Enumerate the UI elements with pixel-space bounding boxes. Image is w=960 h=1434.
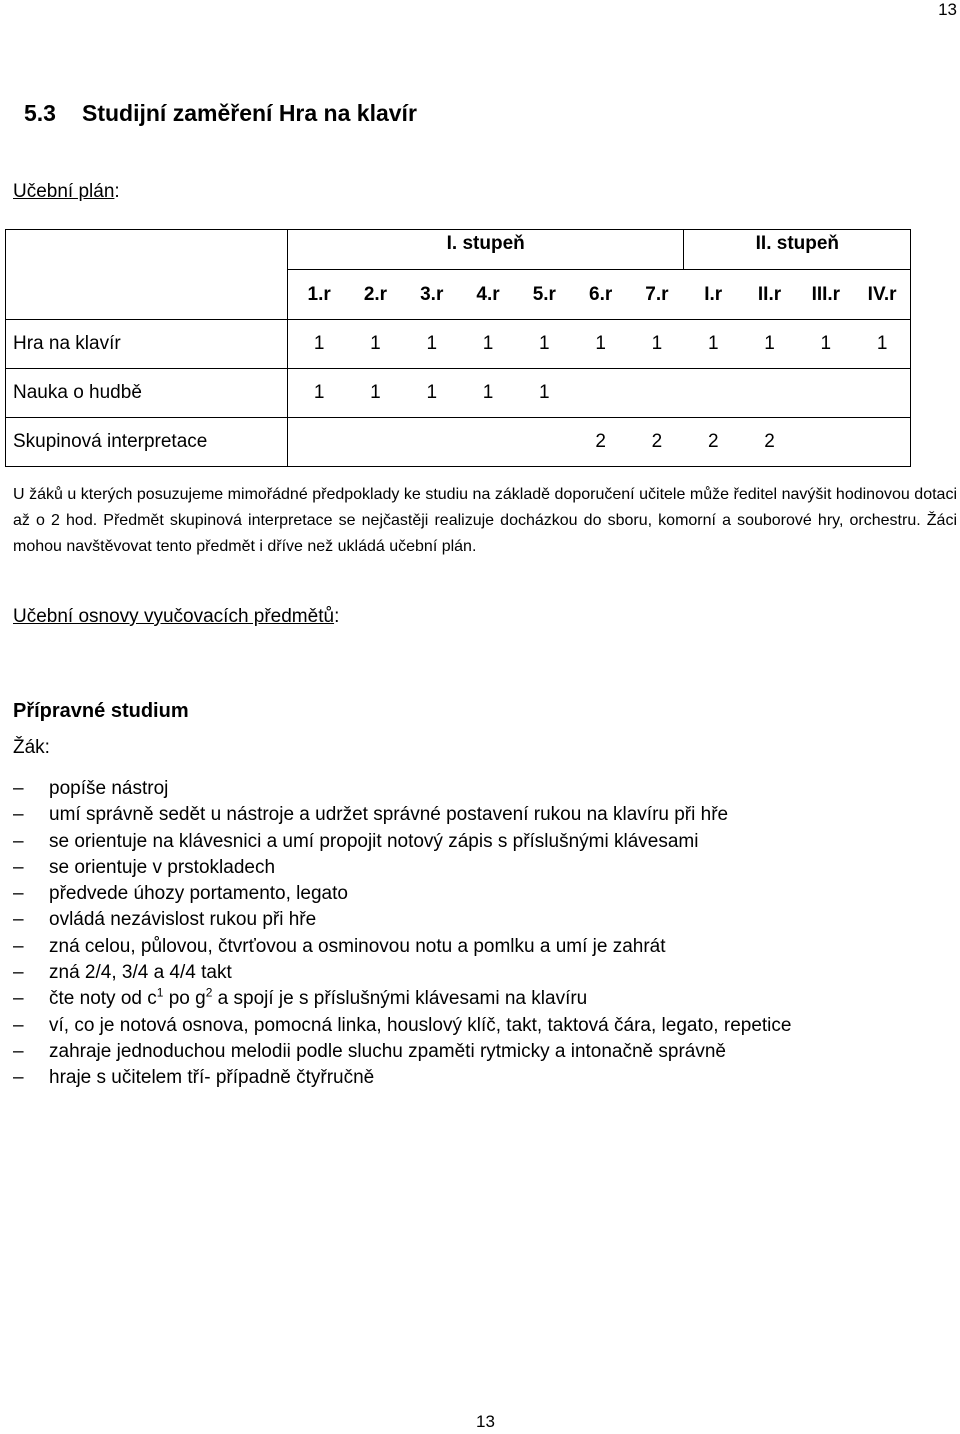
- dash-bullet-icon: –: [13, 883, 24, 905]
- dash-bullet-icon: –: [13, 1067, 24, 1089]
- values-cell: [288, 369, 911, 418]
- plan-title-label: Učební plán: [13, 181, 115, 202]
- skill-notes-part2: po g: [163, 988, 206, 1010]
- list-item: [13, 855, 791, 881]
- skill-text-notes: [49, 986, 587, 1012]
- row-values: [288, 369, 910, 417]
- section-heading: [24, 100, 417, 127]
- dash-bullet-icon: –: [13, 830, 24, 852]
- skills-list: [13, 776, 791, 1092]
- table-row: [6, 418, 911, 467]
- stage1-label: I. stupeň: [446, 233, 525, 254]
- dash-bullet-icon: –: [13, 1040, 24, 1062]
- row-values: [288, 418, 910, 466]
- table-cell: 2: [764, 431, 775, 452]
- table-cell: 1: [539, 333, 550, 354]
- skill-text: zná 2/4, 3/4 a 4/4 takt: [49, 962, 232, 984]
- table-cell: 1: [539, 382, 550, 403]
- pupil-label: Žák:: [13, 737, 50, 758]
- subject-cell: Skupinová interpretace: [6, 418, 288, 467]
- table-cell: 1: [482, 333, 494, 354]
- year-label: III.r: [811, 283, 841, 305]
- table-cell: 1: [313, 382, 325, 403]
- years-header: [288, 270, 911, 320]
- table-cell: 1: [313, 333, 325, 354]
- curricula-title-label: Učební osnovy vyučovacích předmětů: [13, 606, 335, 627]
- study-plan-table: [5, 229, 911, 467]
- subject-cell: Hra na klavír: [6, 320, 288, 369]
- table-cell: 1: [707, 333, 719, 354]
- dash-bullet-icon: –: [13, 988, 24, 1010]
- list-item: [13, 1013, 791, 1039]
- dash-bullet-icon: –: [13, 856, 24, 878]
- skill-text: umí správně sedět u nástroje a udržet správné postavení rukou na klavíru při hře: [49, 804, 729, 826]
- dash-bullet-icon: –: [13, 962, 24, 984]
- year-label: 1.r: [307, 283, 331, 305]
- year-label: 6.r: [589, 283, 613, 305]
- skill-text: zná celou, půlovou, čtvrťovou a osminovou notu a pomlku a umí je zahrát: [49, 935, 666, 957]
- year-label: IV.r: [867, 283, 897, 305]
- skill-text: předvede úhozy portamento, legato: [49, 883, 348, 905]
- table-cell: 1: [426, 382, 438, 403]
- list-item: [13, 1065, 791, 1091]
- section-number: 5.3: [24, 100, 56, 126]
- skill-text: hraje s učitelem tří- případně čtyřručně: [49, 1067, 375, 1089]
- page-number-bottom: 13: [476, 1412, 495, 1431]
- table-header-row-stages: [6, 230, 911, 270]
- curricula-title: [13, 606, 339, 628]
- list-item: [13, 829, 791, 855]
- table-corner-cell: [6, 230, 288, 320]
- list-item: [13, 1039, 791, 1065]
- skill-notes-part1: čte noty od c: [49, 988, 157, 1010]
- year-label: 2.r: [363, 283, 388, 305]
- stage2-header: [684, 230, 911, 270]
- table-row: [6, 320, 911, 369]
- table-cell: 1: [482, 382, 494, 403]
- table-cell: 2: [707, 431, 719, 452]
- row-values: [288, 320, 910, 368]
- plan-title-suffix: :: [114, 181, 120, 202]
- year-label: 5.r: [532, 283, 556, 305]
- table-cell: 1: [370, 333, 381, 354]
- table-cell: 1: [651, 333, 663, 354]
- table-cell: 1: [820, 333, 832, 354]
- list-item: [13, 907, 791, 933]
- table-cell: 1: [876, 333, 888, 354]
- page-number-top: 13: [938, 0, 957, 19]
- table-cell: 1: [426, 333, 438, 354]
- list-item: [13, 881, 791, 907]
- skill-text: se orientuje v prstokladech: [49, 856, 276, 878]
- values-cell: [288, 418, 911, 467]
- table-row: [6, 369, 911, 418]
- prep-study-title: Přípravné studium: [13, 700, 189, 722]
- skill-text: ovládá nezávislost rukou při hře: [49, 909, 317, 931]
- skill-text: zahraje jednoduchou melodii podle sluchu zpaměti rytmicky a intonačně správně: [49, 1040, 726, 1062]
- list-item: [13, 802, 791, 828]
- skill-text: se orientuje na klávesnici a umí propojit notový zápis s příslušnými klávesami: [49, 830, 699, 852]
- subject-cell: Nauka o hudbě: [6, 369, 288, 418]
- skill-notes-sup1: 1: [156, 986, 164, 1001]
- skill-notes-part3: a spojí je s příslušnými klávesami na klavíru: [212, 988, 588, 1010]
- dash-bullet-icon: –: [13, 1014, 24, 1036]
- table-cell: 2: [595, 431, 606, 452]
- skill-text: popíše nástroj: [49, 778, 169, 799]
- section-title: Studijní zaměření Hra na klavír: [82, 100, 417, 126]
- plan-title: [13, 181, 120, 203]
- list-item: [13, 934, 791, 960]
- year-labels: [288, 270, 910, 319]
- dash-bullet-icon: –: [13, 778, 24, 799]
- stage2-label: II. stupeň: [755, 233, 840, 254]
- plan-note-paragraph: U žáků u kterých posuzujeme mimořádné předpoklady ke studiu na základě doporučení učitele může ředitel navýšit hodinovou dotaci až o 2 hod. Předmět skupinová interpretace se nejčastěji realizuje docházkou do sboru, komorní a souborové hry, orchestru. Žáci mohou navštěvovat tento předmět i dříve než ukládá učební plán.: [13, 486, 957, 555]
- skill-text: ví, co je notová osnova, pomocná linka, houslový klíč, takt, taktová čára, legato, repetice: [49, 1014, 792, 1036]
- year-label: II.r: [757, 283, 782, 305]
- table-cell: 1: [595, 333, 606, 354]
- list-item: [13, 960, 791, 986]
- values-cell: [288, 320, 911, 369]
- curricula-title-suffix: :: [334, 606, 340, 627]
- skill-notes-sup2: 2: [205, 986, 213, 1001]
- year-label: I.r: [704, 283, 723, 305]
- list-item: [13, 776, 791, 802]
- year-label: 4.r: [476, 283, 500, 305]
- year-label: 3.r: [420, 283, 444, 305]
- stage1-header: [288, 230, 684, 270]
- dash-bullet-icon: –: [13, 804, 24, 826]
- table-cell: 2: [651, 431, 663, 452]
- list-item: [13, 986, 791, 1012]
- dash-bullet-icon: –: [13, 909, 24, 931]
- year-label: 7.r: [645, 283, 669, 305]
- table-cell: 1: [764, 333, 775, 354]
- table-cell: 1: [370, 382, 381, 403]
- dash-bullet-icon: –: [13, 935, 24, 957]
